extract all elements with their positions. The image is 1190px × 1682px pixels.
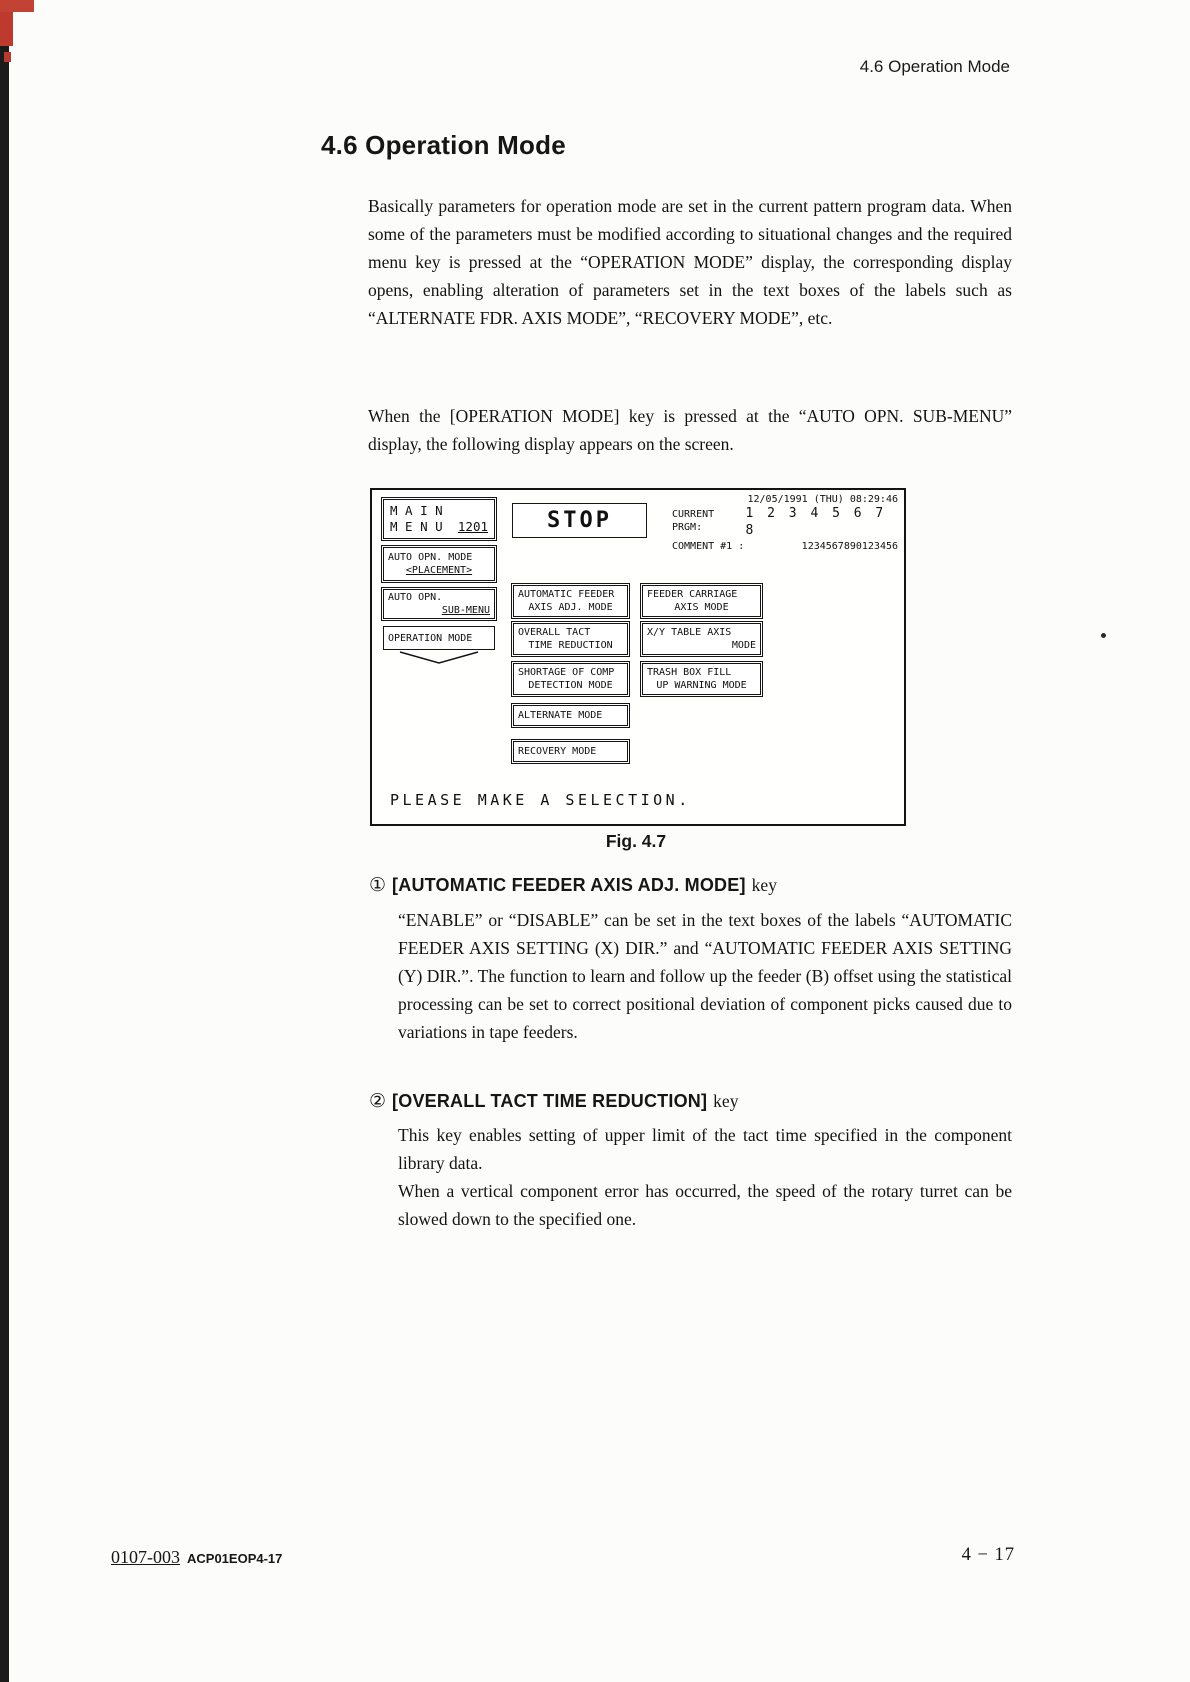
stop-label: STOP	[547, 508, 612, 533]
item-2-body-paragraph-1: This key enables setting of upper limit of the tact time specified in the component library data.	[398, 1125, 1012, 1173]
operation-mode-pointer-icon	[398, 651, 480, 665]
screen-datetime: 12/05/1991 (THU) 08:29:46	[747, 494, 898, 505]
button-feeder-carriage-axis-mode	[642, 585, 761, 617]
scan-speck-artifact	[1101, 633, 1106, 638]
scan-red-top-artifact	[0, 0, 34, 12]
button-label: TRASH BOX FILL	[647, 667, 732, 678]
item-2-heading	[369, 1090, 738, 1113]
button-label: DETECTION MODE	[528, 680, 613, 691]
button-label: UP WARNING MODE	[656, 680, 747, 691]
paragraph-key-press: When the [OPERATION MODE] key is pressed at the “AUTO OPN. SUB-MENU” display, the following display appears on the screen.	[368, 406, 1012, 454]
button-label: TIME REDUCTION	[528, 640, 613, 651]
scan-edge-artifact	[0, 0, 9, 1682]
button-alternate-mode	[513, 705, 628, 726]
item-1-suffix: key	[751, 875, 777, 895]
button-label: OPERATION MODE	[388, 632, 473, 644]
footer-doc-number: 0107-003	[111, 1547, 180, 1567]
current-prgm-label: CURRENT PRGM:	[672, 509, 715, 533]
section-title: 4.6 Operation Mode	[321, 130, 566, 160]
main-menu-number: 1201	[457, 519, 488, 534]
scan-red-fleck-artifact	[4, 52, 11, 62]
button-label: RECOVERY MODE	[518, 746, 597, 757]
button-label: MODE	[731, 640, 756, 651]
main-menu-box	[383, 499, 495, 539]
button-label: AXIS ADJ. MODE	[528, 602, 613, 613]
current-prgm-value: 1 2 3 4 5 6 7 8	[745, 506, 887, 538]
running-header: 4.6 Operation Mode	[859, 57, 1010, 76]
comment-value: 1234567890123456	[801, 540, 898, 552]
stop-status-box	[512, 503, 647, 538]
button-recovery-mode	[513, 741, 628, 762]
footer-page-number: 4 − 17	[961, 1545, 1015, 1565]
button-label: SUB-MENU	[441, 605, 490, 616]
item-1-heading	[369, 874, 777, 897]
button-trash-box-fill-up-warning-mode	[642, 663, 761, 695]
footer-document-id	[111, 1547, 282, 1568]
item-2-suffix: key	[713, 1091, 739, 1111]
figure-caption: Fig. 4.7	[605, 831, 667, 851]
button-label: AUTOMATIC FEEDER	[518, 589, 615, 600]
button-label: AUTO OPN. MODE	[388, 552, 473, 563]
figure-operation-mode-screen	[370, 488, 906, 826]
item-2-body-paragraph-2: When a vertical component error has occurred, the speed of the rotary turret can be slowed down to the specified one.	[398, 1181, 1012, 1229]
screen-prompt: PLEASE MAKE A SELECTION.	[390, 791, 691, 809]
button-auto-opn-mode-placement	[383, 547, 495, 581]
button-label: ALTERNATE MODE	[518, 710, 603, 721]
comment-label: COMMENT #1 :	[672, 540, 745, 552]
button-label: SHORTAGE OF COMP	[518, 667, 615, 678]
button-label: FEEDER CARRIAGE	[647, 589, 738, 600]
main-menu-line2: M E N U	[390, 519, 443, 534]
item-1-body: “ENABLE” or “DISABLE” can be set in the text boxes of the labels “AUTOMATIC FEEDER AXIS SETTING (X) DIR.” and “AUTOMATIC FEEDER AXIS SETTING (Y) DIR.”. The function to learn and follow up the feeder (B) offset using the statistical processing can be set to correct positional deviation of component picks caused due to variations in tape feeders.	[398, 910, 1012, 1042]
button-shortage-of-comp-detection-mode	[513, 663, 628, 695]
button-label: AXIS MODE	[674, 602, 729, 613]
item-1-title: [AUTOMATIC FEEDER AXIS ADJ. MODE]	[392, 875, 746, 895]
item-2-title: [OVERALL TACT TIME REDUCTION]	[392, 1091, 708, 1111]
button-overall-tact-time-reduction	[513, 623, 628, 655]
paragraph-intro: Basically parameters for operation mode are set in the current pattern program data. When some of the parameters must be modified according to situational changes and the required menu key is pressed at the “OPERATION MODE” display, the corresponding display opens, enabling alteration of parameters set in the text boxes of the labels such as “ALTERNATE FDR. AXIS MODE”, “RECOVERY MODE”, etc.	[368, 196, 1012, 328]
button-label: <PLACEMENT>	[405, 565, 473, 576]
button-label: AUTO OPN.	[388, 592, 443, 603]
circled-number-1: ①	[369, 875, 387, 896]
circled-number-2: ②	[369, 1091, 387, 1112]
button-xy-table-axis-mode	[642, 623, 761, 655]
screen-status-block	[672, 493, 898, 553]
button-auto-opn-sub-menu	[383, 589, 495, 619]
button-automatic-feeder-axis-adj-mode	[513, 585, 628, 617]
button-label: X/Y TABLE AXIS	[647, 627, 732, 638]
main-menu-line1: M A I N	[390, 502, 443, 518]
footer-doc-code: ACP01EOP4-17	[187, 1551, 283, 1566]
button-operation-mode	[383, 626, 495, 650]
button-label: OVERALL TACT	[518, 627, 591, 638]
